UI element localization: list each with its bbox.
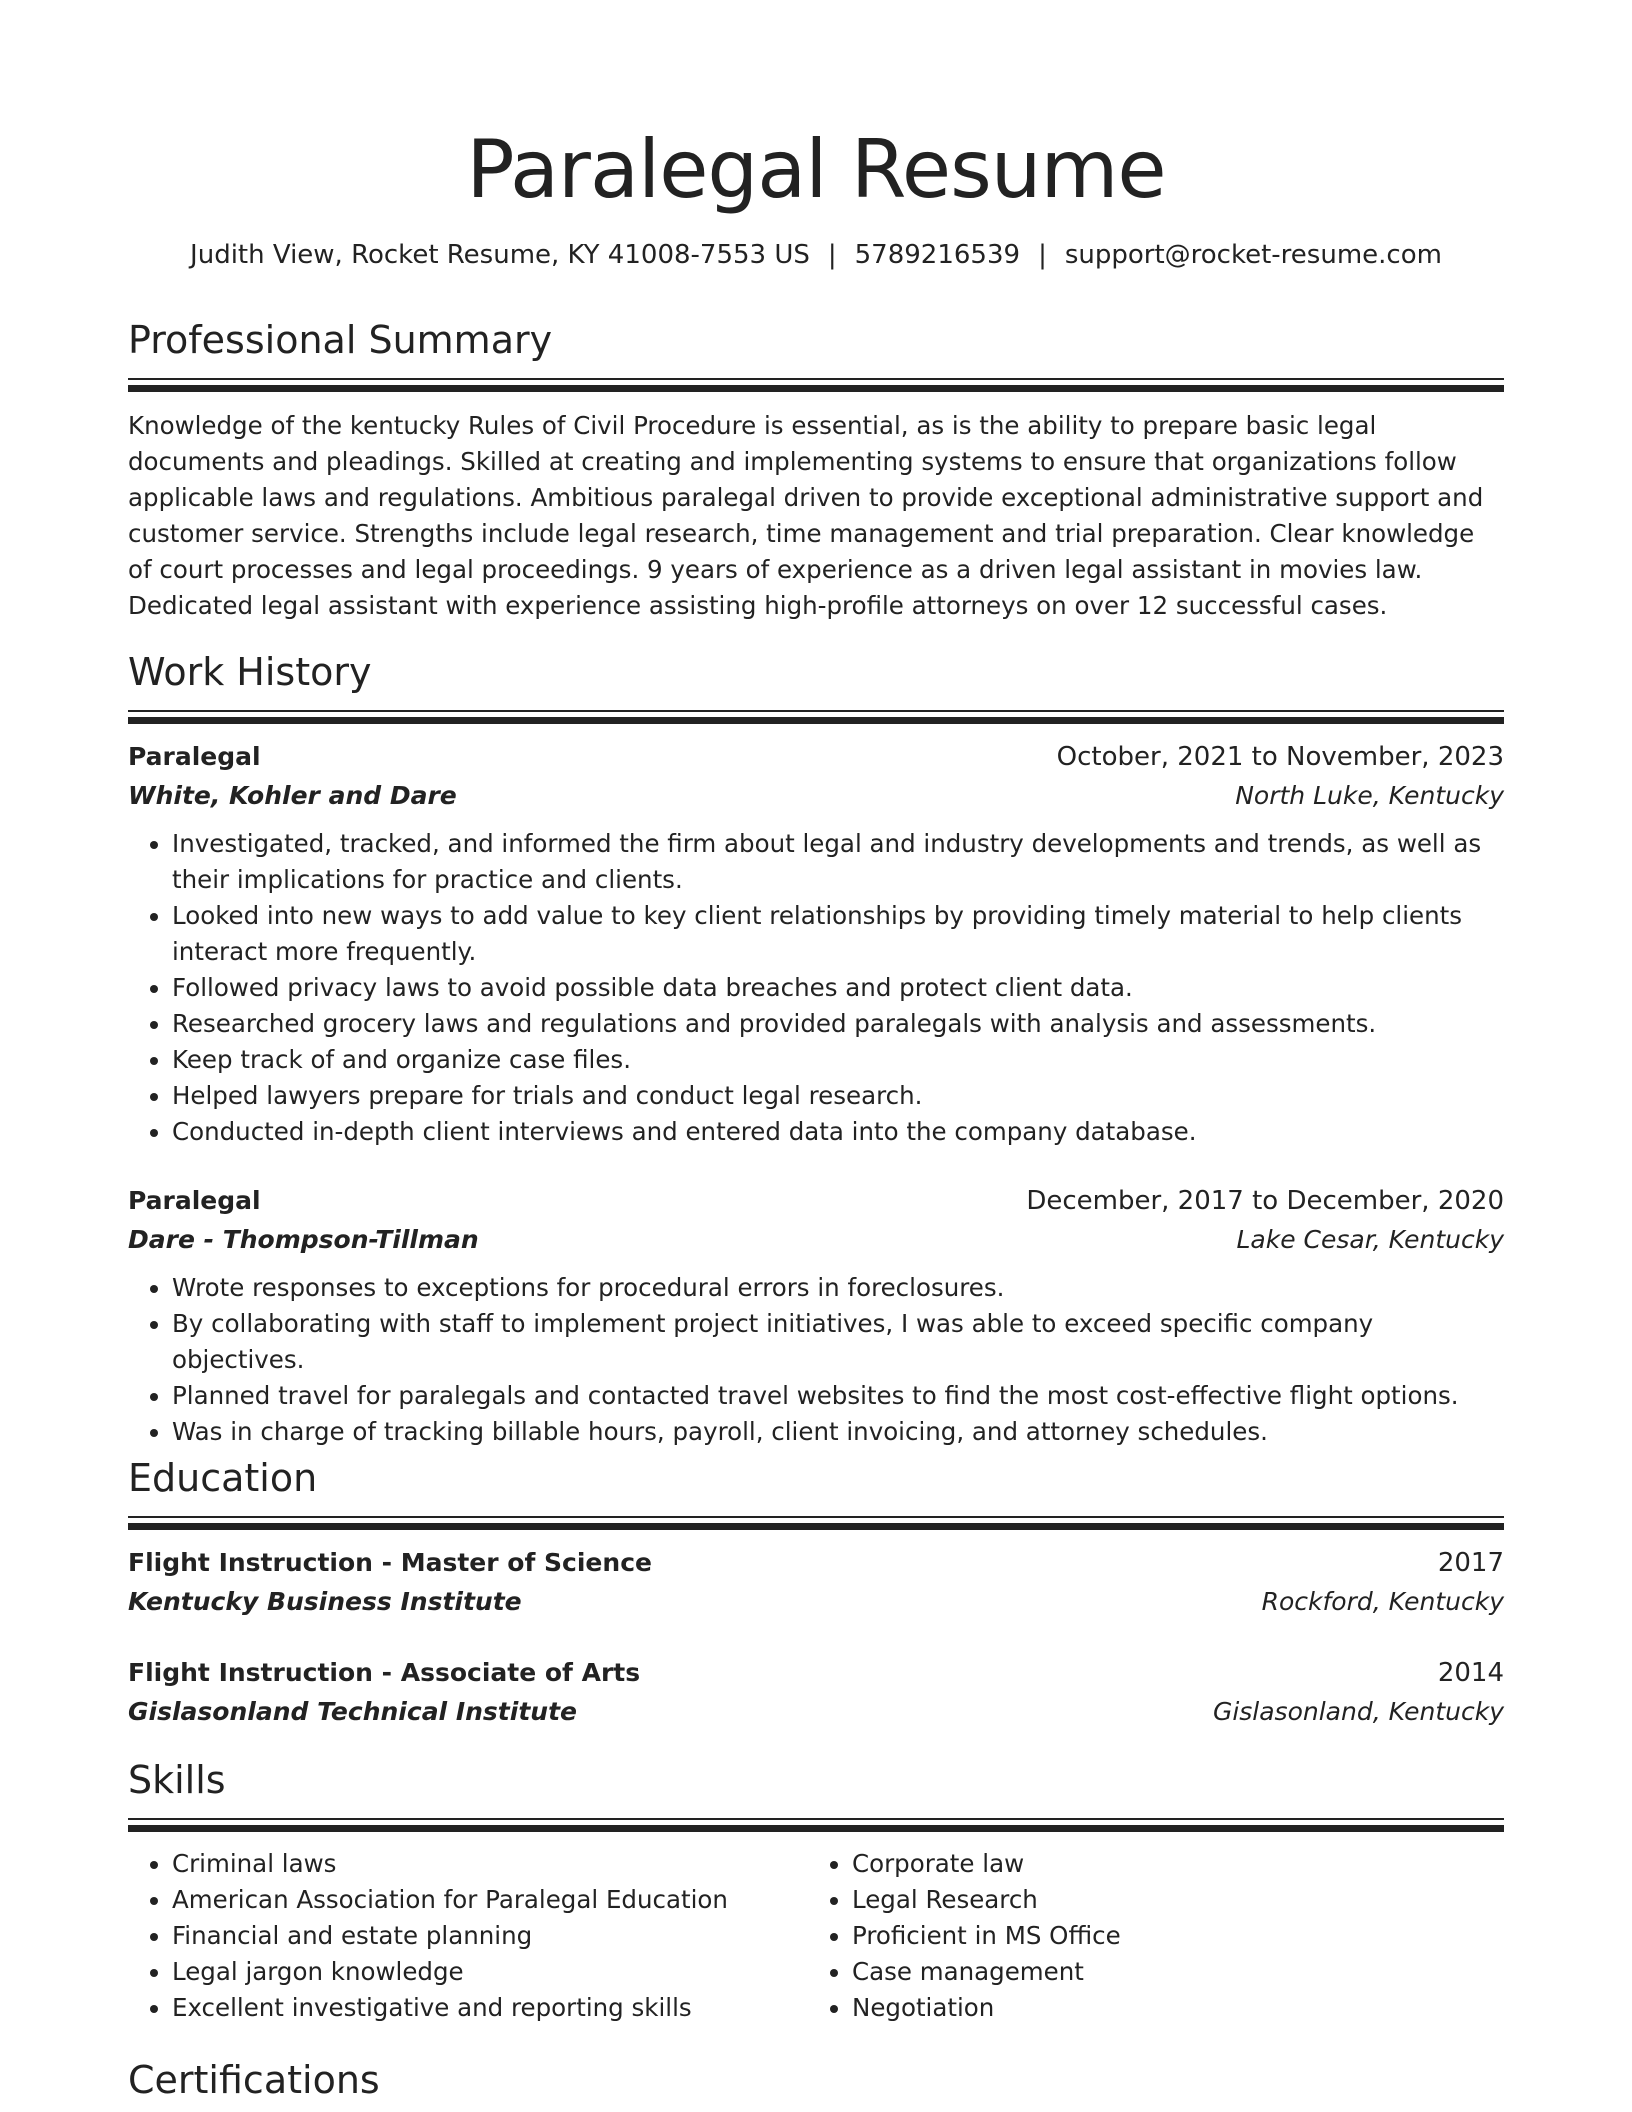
graduation-year: 2014 — [1437, 1658, 1504, 1688]
summary-section — [128, 316, 1504, 624]
school-location: Rockford, Kentucky — [1261, 1587, 1504, 1616]
job-bullets — [128, 1270, 1504, 1450]
job-bullet: • Planned travel for paralegals and contacted travel websites to find the most cost-effective flight options. — [172, 1378, 1504, 1414]
degree: Flight Instruction - Master of Science — [128, 1548, 652, 1577]
resume-name: Paralegal Resume — [466, 123, 1166, 216]
section-divider — [128, 710, 1504, 724]
job-bullet: • Investigated, tracked, and informed the firm about legal and industry developments and trends, as well as their implications for practice and clients. — [172, 826, 1504, 898]
skills-columns — [128, 1846, 1504, 2026]
contact-separator: | — [1038, 240, 1047, 270]
skill-item: • Corporate law — [852, 1846, 1486, 1882]
school-location: Gislasonland, Kentucky — [1212, 1697, 1504, 1726]
skill-item: • American Association for Paralegal Education — [172, 1882, 806, 1918]
education-entry — [128, 1654, 1504, 1732]
job-entry — [128, 738, 1504, 1150]
job-bullet: • Wrote responses to exceptions for procedural errors in foreclosures. — [172, 1270, 1504, 1306]
section-divider — [128, 1818, 1504, 1832]
education-entry — [128, 1544, 1504, 1622]
job-bullet: • Followed privacy laws to avoid possible data breaches and protect client data. — [172, 970, 1504, 1006]
skills-list-right — [806, 1846, 1486, 2026]
job-bullet: • By collaborating with staff to implement project initiatives, I was able to exceed specific company objectives. — [172, 1306, 1504, 1378]
contact-separator: | — [827, 240, 837, 270]
degree: Flight Instruction - Associate of Arts — [128, 1658, 641, 1687]
job-location: North Luke, Kentucky — [1235, 781, 1504, 810]
skills-section — [128, 1756, 1504, 2026]
summary-text: Knowledge of the kentucky Rules of Civil Procedure is essential, as is the ability to prepare basic legal documents and pleadings. Skilled at creating and implementing systems to ensure that organizations follow applicable laws and regulations. Ambitious paralegal driven to provide exceptional administrative support and customer service. Strengths include legal research, time management and trial preparation. Clear knowledge of court processes and legal proceedings. 9 years of experience as a driven legal assistant in movies law. Dedicated legal assistant with experience assisting high-profile attorneys on over 12 successful cases. — [128, 411, 1484, 620]
contact-address: Judith View, Rocket Resume, KY 41008-7553 US — [190, 240, 810, 270]
section-divider — [128, 1516, 1504, 1530]
school: Gislasonland Technical Institute — [128, 1697, 577, 1726]
contact-line — [128, 238, 1504, 272]
section-title-skills: Skills — [128, 1758, 226, 1802]
skills-list-left — [128, 1846, 806, 2026]
job-bullet: • Was in charge of tracking billable hours, payroll, client invoicing, and attorney schedules. — [172, 1414, 1504, 1450]
job-entry — [128, 1182, 1504, 1450]
job-company: White, Kohler and Dare — [128, 781, 457, 810]
resume-page — [128, 0, 1504, 2102]
job-bullet: • Keep track of and organize case files. — [172, 1042, 1504, 1078]
school: Kentucky Business Institute — [128, 1587, 522, 1616]
certifications-section — [128, 2056, 1504, 2104]
job-bullet: • Researched grocery laws and regulations and provided paralegals with analysis and assessments. — [172, 1006, 1504, 1042]
job-title: Paralegal — [128, 742, 261, 771]
job-dates: October, 2021 to November, 2023 — [1056, 742, 1504, 772]
work-history-section — [128, 648, 1504, 1450]
job-bullet: • Conducted in-depth client interviews and entered data into the company database. — [172, 1114, 1504, 1150]
job-title: Paralegal — [128, 1186, 261, 1215]
skill-item: • Legal Research — [852, 1882, 1486, 1918]
section-divider — [128, 378, 1504, 392]
skill-item: • Legal jargon knowledge — [172, 1954, 806, 1990]
skill-item: • Criminal laws — [172, 1846, 806, 1882]
contact-phone: 5789216539 — [854, 240, 1021, 270]
education-section — [128, 1454, 1504, 1732]
contact-email: support@rocket-resume.com — [1064, 240, 1442, 270]
skill-item: • Proficient in MS Office — [852, 1918, 1486, 1954]
job-bullet: • Looked into new ways to add value to key client relationships by providing timely material to help clients interact more frequently. — [172, 898, 1504, 970]
section-title-education: Education — [128, 1456, 318, 1500]
skill-item: • Excellent investigative and reporting skills — [172, 1990, 806, 2026]
skill-item: • Case management — [852, 1954, 1486, 1990]
job-dates: December, 2017 to December, 2020 — [1026, 1186, 1504, 1216]
job-bullets — [128, 826, 1504, 1150]
section-title-work: Work History — [128, 650, 372, 694]
job-bullet: • Helped lawyers prepare for trials and conduct legal research. — [172, 1078, 1504, 1114]
job-location: Lake Cesar, Kentucky — [1236, 1225, 1504, 1254]
skill-item: • Financial and estate planning — [172, 1918, 806, 1954]
section-title-summary: Professional Summary — [128, 318, 553, 362]
section-title-certifications: Certifications — [128, 2058, 380, 2102]
skill-item: • Negotiation — [852, 1990, 1486, 2026]
job-company: Dare - Thompson-Tillman — [128, 1225, 479, 1254]
graduation-year: 2017 — [1437, 1548, 1504, 1578]
